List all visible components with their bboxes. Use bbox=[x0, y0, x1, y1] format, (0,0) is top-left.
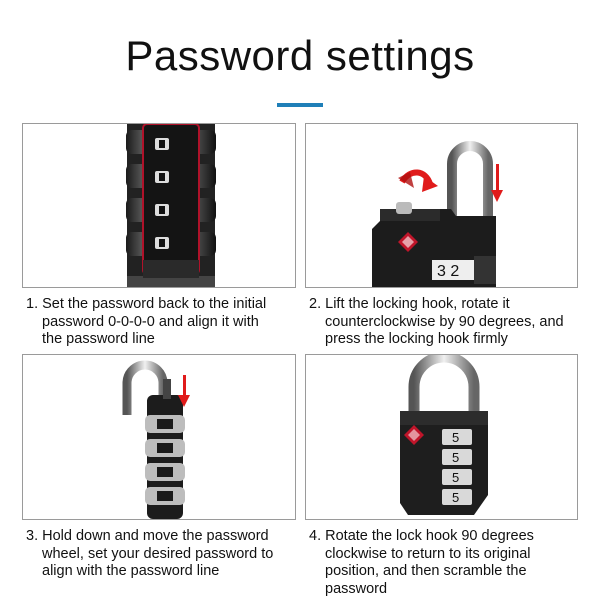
lock-hook-rotate-icon bbox=[306, 124, 577, 287]
step-2-text-1: Lift the locking hook, rotate it bbox=[325, 296, 510, 312]
step-3-caption bbox=[26, 528, 273, 581]
step-4-text-3: position, and then scramble the bbox=[325, 563, 527, 579]
dial-digit: 5 bbox=[452, 490, 460, 505]
step-4-text-2: clockwise to return to its original bbox=[325, 545, 531, 562]
step-3-line-1 bbox=[26, 528, 273, 546]
dial-digit: 5 bbox=[452, 470, 460, 485]
step-4-caption bbox=[309, 528, 534, 598]
step-4-number: 4. bbox=[309, 528, 322, 544]
step-2-caption bbox=[309, 296, 564, 349]
step-3-image bbox=[22, 354, 296, 520]
title-underline bbox=[277, 103, 323, 107]
dial-digit: 5 bbox=[452, 450, 460, 465]
step-1-text-3: the password line bbox=[42, 331, 155, 347]
step-4-text-1: Rotate the lock hook 90 degrees bbox=[325, 528, 534, 544]
padlock-closed-icon bbox=[306, 355, 577, 519]
step-1-text-2: password 0-0-0-0 and align it with bbox=[42, 313, 259, 330]
step-3-text-1: Hold down and move the password bbox=[42, 528, 269, 544]
step-1-line-1 bbox=[26, 296, 266, 314]
step-2-line-1 bbox=[309, 296, 564, 314]
step-2-number: 2. bbox=[309, 296, 322, 312]
lock-side-press-icon bbox=[23, 355, 295, 519]
combination-dials-closeup-icon bbox=[23, 124, 295, 287]
step-1-text-1: Set the password back to the initial bbox=[42, 296, 267, 312]
step-2-text-3: press the locking hook firmly bbox=[325, 331, 508, 347]
step-3-text-2: wheel, set your desired password to bbox=[42, 545, 274, 562]
step-4-image bbox=[305, 354, 578, 520]
step-1-image bbox=[22, 123, 296, 288]
step-1-caption bbox=[26, 296, 266, 349]
step-4-text-4: password bbox=[325, 580, 388, 597]
step-3-number: 3. bbox=[26, 528, 39, 544]
dial-digit: 5 bbox=[452, 430, 460, 445]
step-3-text-3: align with the password line bbox=[42, 563, 220, 579]
step-1-number: 1. bbox=[26, 296, 39, 312]
step-2-image bbox=[305, 123, 578, 288]
dial-digits: 3 2 bbox=[437, 263, 460, 280]
step-2-text-2: counterclockwise by 90 degrees, and bbox=[325, 313, 564, 330]
step-4-line-1 bbox=[309, 528, 534, 546]
page-title: Password settings bbox=[125, 32, 475, 79]
